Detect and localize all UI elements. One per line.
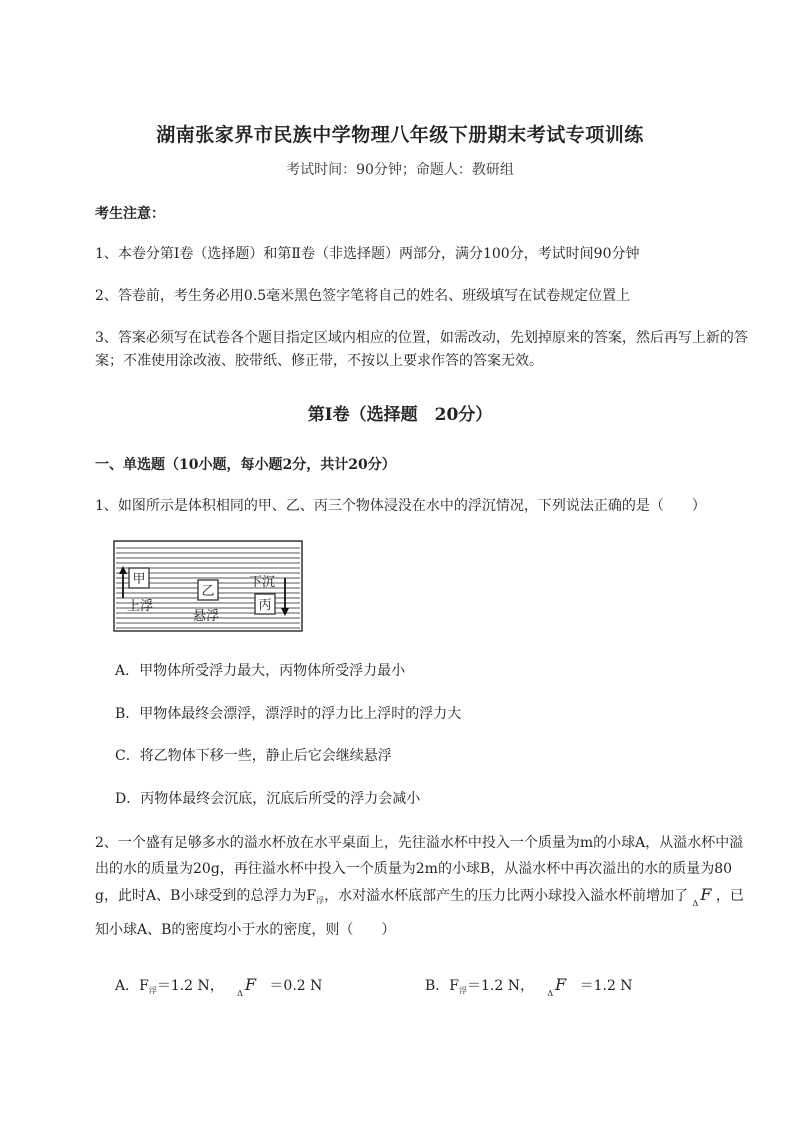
buoyancy-figure (113, 540, 303, 636)
notice-item-3: 3、答案必须写在试卷各个题目指定区域内相应的位置，如需改动，先划掉原来的答案，然后再写上新的答案；不准使用涂改液、胶带纸、修正带，不按以上要求作答的答案无效。 (95, 330, 748, 369)
up-label: 上浮 (127, 599, 154, 614)
q2b-delta: Δ (547, 989, 554, 998)
notice-heading: 考生注意： (95, 206, 165, 222)
question-1-option-d[interactable]: D．丙物体最终会沉底，沉底后所受的浮力会减小 (115, 791, 421, 807)
question-1-option-c[interactable]: C．将乙物体下移一些，静止后它会继续悬浮 (115, 748, 392, 764)
object-bing-label: 丙 (258, 598, 272, 613)
q2a-mid: ＝1.2 N， (156, 978, 224, 994)
q2-stem-part1: 2、一个盛有足够多水的溢水杯放在水平桌面上，先往溢水杯中投入一个质量为m的小球A，从溢水杯中溢出的水的质量为20g，再往溢水杯中投入一个质量为2m的小球B，从溢水杯中再次溢出的水的质量为80 g，此时A、B小球受到的总浮力为F (95, 835, 744, 904)
q2a-delta: Δ (237, 989, 243, 998)
object-yi-label: 乙 (201, 584, 215, 599)
q2b-value: ＝1.2 N (579, 978, 633, 994)
exam-info: 考试时间：90分钟；命题人：教研组 (286, 162, 514, 178)
section-title: 第I卷（选择题 20分） (307, 405, 493, 425)
q2-stem-part3: ，已知小球A、B的密度均小于水的密度，则（ ） (95, 888, 744, 938)
part-heading: 一、单选题（10小题，每小题2分，共计20分） (95, 457, 396, 473)
delta-symbol: Δ (692, 899, 699, 908)
page-title: 湖南张家界市民族中学物理八年级下册期末考试专项训练 (156, 124, 644, 146)
notice-item-2: 2、答卷前，考生务必用0.5毫米黑色签字笔将自己的姓名、班级填写在试卷规定位置上 (95, 288, 631, 304)
q2b-sub: 浮 (459, 986, 468, 995)
question-2-stem (95, 830, 755, 943)
water-tank-diagram (113, 540, 303, 632)
q2b-prefix: B．F (425, 978, 460, 994)
q2a-f: F (244, 975, 257, 994)
q2a-sub: 浮 (148, 986, 157, 995)
suspend-label: 悬浮 (193, 609, 220, 624)
question-1-option-b[interactable]: B．甲物体最终会漂浮，漂浮时的浮力比上浮时的浮力大 (115, 706, 462, 722)
notice-item-1: 1、本卷分第I卷（选择题）和第Ⅱ卷（非选择题）两部分，满分100分，考试时间90分钟 (95, 246, 640, 262)
question-2-option-b[interactable] (425, 975, 633, 998)
f-symbol: F (700, 885, 712, 904)
question-1-stem: 1、如图所示是体积相同的甲、乙、丙三个物体浸没在水中的浮沉情况，下列说法正确的是（ ） (95, 498, 706, 514)
q2b-mid: ＝1.2 N， (467, 978, 534, 994)
down-label: 下沉 (249, 575, 276, 590)
q2-stem-sub: 浮 (316, 896, 325, 905)
question-2-option-a[interactable] (115, 975, 322, 998)
object-jia-label: 甲 (132, 572, 146, 587)
q2-stem-part2: ，水对溢水杯底部产生的压力比两小球投入溢水杯前增加了 (324, 888, 689, 904)
q2b-f: F (555, 975, 567, 994)
q2a-value: ＝0.2 N (269, 978, 323, 994)
q2a-prefix: A．F (115, 978, 149, 994)
question-1-option-a[interactable]: A．甲物体所受浮力最大，丙物体所受浮力最小 (115, 663, 406, 679)
